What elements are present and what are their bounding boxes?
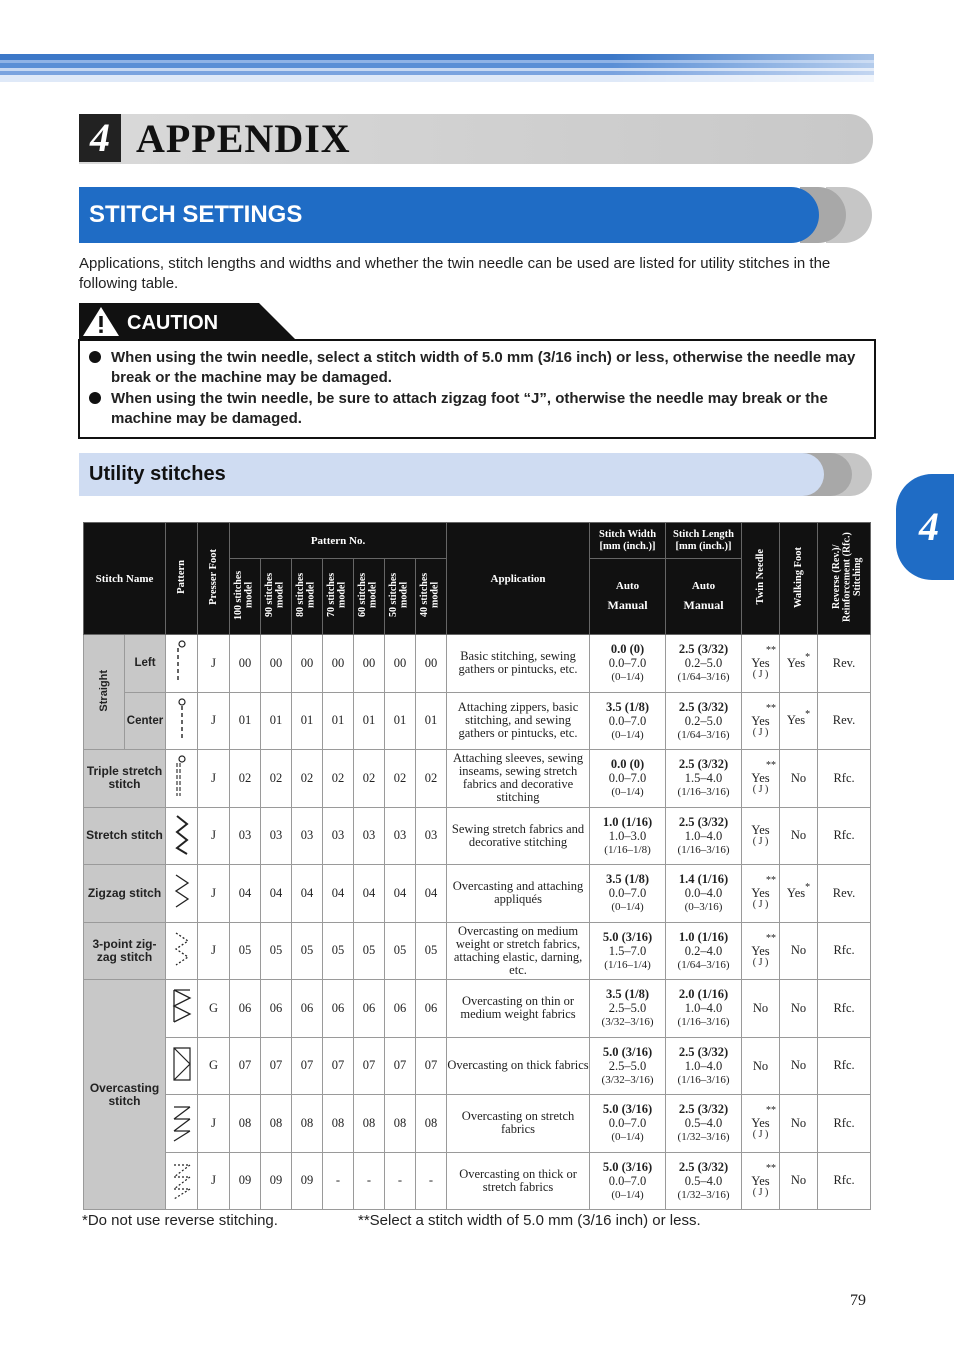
pattern-number: 04 xyxy=(230,865,261,923)
header-pattern-no: Pattern No. xyxy=(230,523,447,559)
pattern-number: 00 xyxy=(354,635,385,693)
pattern-number: - xyxy=(416,1152,447,1210)
walking-foot-cell: No xyxy=(780,980,818,1038)
pattern-number: 06 xyxy=(230,980,261,1038)
twin-needle-cell: ** Yes ( J ) xyxy=(742,692,780,750)
reverse-cell: Rfc. xyxy=(818,922,871,980)
header-model: 50 stitches model xyxy=(385,559,416,635)
walking-foot-cell: Yes* xyxy=(780,692,818,750)
pattern-number: 09 xyxy=(261,1152,292,1210)
straight-center-stitch-icon xyxy=(166,697,197,745)
table-row xyxy=(84,922,871,980)
pattern-number: 06 xyxy=(385,980,416,1038)
stitch-length-cell: 2.5 (3/32) 1.0–4.0 (1/16–3/16) xyxy=(666,1037,742,1095)
header-length-auto-manual: Auto Manual xyxy=(666,559,742,635)
stitch-name: Zigzag stitch xyxy=(84,865,166,923)
header-model: 90 stitches model xyxy=(261,559,292,635)
pattern-number: 02 xyxy=(354,750,385,808)
pattern-number: 03 xyxy=(292,807,323,865)
reverse-cell: Rfc. xyxy=(818,1152,871,1210)
pattern-cell xyxy=(166,807,198,865)
stitch-length-cell: 2.5 (3/32) 1.0–4.0 (1/16–3/16) xyxy=(666,807,742,865)
table-row xyxy=(84,750,871,808)
pattern-number: 05 xyxy=(385,922,416,980)
group-straight: Straight xyxy=(84,635,125,750)
header-stitch-name: Stitch Name xyxy=(84,523,166,635)
application-text: Basic stitching, sewing gathers or pintucks, etc. xyxy=(447,635,590,693)
header-model: 60 stitches model xyxy=(354,559,385,635)
pattern-cell xyxy=(166,635,198,693)
chapter-number: 4 xyxy=(79,114,121,162)
pattern-number: 07 xyxy=(261,1037,292,1095)
pattern-number: 05 xyxy=(292,922,323,980)
table-row xyxy=(84,635,871,693)
presser-foot: J xyxy=(198,1152,230,1210)
pattern-number: 09 xyxy=(292,1152,323,1210)
header-stitch-width: Stitch Width [mm (inch.)] xyxy=(590,523,666,559)
application-text: Attaching sleeves, sewing inseams, sewing stretch fabrics and decorative stitching xyxy=(447,750,590,808)
chapter-title: APPENDIX xyxy=(136,116,351,161)
stitch-length-cell: 2.5 (3/32) 1.5–4.0 (1/16–3/16) xyxy=(666,750,742,808)
application-text: Overcasting on thin or medium weight fabrics xyxy=(447,980,590,1038)
reverse-cell: Rfc. xyxy=(818,1095,871,1153)
pattern-number: 05 xyxy=(416,922,447,980)
stitch-width-cell: 0.0 (0) 0.0–7.0 (0–1/4) xyxy=(590,750,666,808)
stitch-length-cell: 2.5 (3/32) 0.2–5.0 (1/64–3/16) xyxy=(666,635,742,693)
twin-needle-cell: ** Yes ( J ) xyxy=(742,750,780,808)
table-row xyxy=(84,692,871,750)
pattern-number: 07 xyxy=(292,1037,323,1095)
presser-foot: J xyxy=(198,865,230,923)
pattern-cell xyxy=(166,750,198,808)
presser-foot: J xyxy=(198,807,230,865)
walking-foot-cell: No xyxy=(780,1037,818,1095)
pattern-number: 04 xyxy=(385,865,416,923)
pattern-cell xyxy=(166,1152,198,1210)
pattern-number: 05 xyxy=(261,922,292,980)
stitch-width-cell: 3.5 (1/8) 0.0–7.0 (0–1/4) xyxy=(590,865,666,923)
twin-needle-cell: ** Yes ( J ) xyxy=(742,1152,780,1210)
pattern-number: 02 xyxy=(261,750,292,808)
overcasting-stitch-09-icon xyxy=(166,1157,197,1205)
overcasting-stitch-06-icon xyxy=(166,984,197,1032)
header-width-auto-manual: Auto Manual xyxy=(590,559,666,635)
stitch-name: Stretch stitch xyxy=(84,807,166,865)
bullet-icon xyxy=(89,351,101,363)
stitch-width-cell: 5.0 (3/16) 0.0–7.0 (0–1/4) xyxy=(590,1152,666,1210)
header-model: 80 stitches model xyxy=(292,559,323,635)
pattern-number: 00 xyxy=(261,635,292,693)
pattern-number: 03 xyxy=(416,807,447,865)
pattern-number: 06 xyxy=(354,980,385,1038)
walking-foot-cell: No xyxy=(780,807,818,865)
pattern-number: 00 xyxy=(323,635,354,693)
stitch-length-cell: 2.5 (3/32) 0.2–5.0 (1/64–3/16) xyxy=(666,692,742,750)
walking-foot-cell: No xyxy=(780,922,818,980)
pattern-number: 02 xyxy=(385,750,416,808)
pattern-number: 00 xyxy=(416,635,447,693)
pattern-number: 01 xyxy=(323,692,354,750)
reverse-cell: Rev. xyxy=(818,865,871,923)
footnote-twin-needle: **Select a stitch width of 5.0 mm (3/16 inch) or less. xyxy=(358,1212,701,1229)
utility-stitch-table xyxy=(83,522,871,1210)
twin-needle-cell: ** Yes ( J ) xyxy=(742,1095,780,1153)
stitch-width-cell: 5.0 (3/16) 1.5–7.0 (1/16–1/4) xyxy=(590,922,666,980)
application-text: Attaching zippers, basic stitching, and sewing gathers or pintucks, etc. xyxy=(447,692,590,750)
straight-left-label: Left xyxy=(125,635,166,693)
pattern-cell xyxy=(166,1037,198,1095)
pattern-number: 04 xyxy=(354,865,385,923)
stitch-width-cell: 1.0 (1/16) 1.0–3.0 (1/16–1/8) xyxy=(590,807,666,865)
pattern-number: 08 xyxy=(230,1095,261,1153)
pattern-number: 03 xyxy=(354,807,385,865)
stitch-name: Triple stretch stitch xyxy=(84,750,166,808)
caution-label: CAUTION xyxy=(127,312,219,334)
header-stitch-length: Stitch Length [mm (inch.)] xyxy=(666,523,742,559)
pattern-number: 03 xyxy=(230,807,261,865)
header-walking-foot: Walking Foot xyxy=(780,523,818,635)
reverse-cell: Rfc. xyxy=(818,1037,871,1095)
page-number: 79 xyxy=(850,1292,866,1309)
pattern-number: - xyxy=(354,1152,385,1210)
presser-foot: G xyxy=(198,980,230,1038)
pattern-number: 01 xyxy=(354,692,385,750)
stitch-width-cell: 5.0 (3/16) 2.5–5.0 (3/32–3/16) xyxy=(590,1037,666,1095)
walking-foot-cell: No xyxy=(780,750,818,808)
pattern-number: 03 xyxy=(323,807,354,865)
pattern-number: 02 xyxy=(323,750,354,808)
pattern-number: 00 xyxy=(292,635,323,693)
stitch-length-cell: 2.0 (1/16) 1.0–4.0 (1/16–3/16) xyxy=(666,980,742,1038)
pattern-number: 05 xyxy=(323,922,354,980)
pattern-number: 04 xyxy=(292,865,323,923)
pattern-number: 07 xyxy=(230,1037,261,1095)
pattern-number: 02 xyxy=(292,750,323,808)
pattern-number: 01 xyxy=(292,692,323,750)
pattern-number: 08 xyxy=(261,1095,292,1153)
pattern-number: 09 xyxy=(230,1152,261,1210)
walking-foot-cell: Yes* xyxy=(780,865,818,923)
pattern-number: - xyxy=(385,1152,416,1210)
twin-needle-cell: Yes ( J ) xyxy=(742,807,780,865)
pattern-number: 07 xyxy=(354,1037,385,1095)
table-row xyxy=(84,1037,871,1095)
straight-center-label: Center xyxy=(125,692,166,750)
group-overcasting: Overcasting stitch xyxy=(84,980,166,1210)
reverse-cell: Rfc. xyxy=(818,750,871,808)
pattern-number: 02 xyxy=(230,750,261,808)
pattern-number: 08 xyxy=(354,1095,385,1153)
presser-foot: G xyxy=(198,1037,230,1095)
pattern-number: 06 xyxy=(323,980,354,1038)
reverse-cell: Rev. xyxy=(818,635,871,693)
stitch-width-cell: 3.5 (1/8) 2.5–5.0 (3/32–3/16) xyxy=(590,980,666,1038)
pattern-cell xyxy=(166,922,198,980)
application-text: Overcasting on stretch fabrics xyxy=(447,1095,590,1153)
caution-list xyxy=(89,348,859,430)
triple-stretch-stitch-icon xyxy=(166,754,197,802)
reverse-cell: Rfc. xyxy=(818,980,871,1038)
pattern-number: 00 xyxy=(385,635,416,693)
pattern-cell xyxy=(166,1095,198,1153)
bullet-icon xyxy=(89,392,101,404)
walking-foot-cell: No xyxy=(780,1152,818,1210)
table-row xyxy=(84,865,871,923)
pattern-number: 02 xyxy=(416,750,447,808)
pattern-number: 08 xyxy=(416,1095,447,1153)
stitch-length-cell: 2.5 (3/32) 0.5–4.0 (1/32–3/16) xyxy=(666,1095,742,1153)
stitch-length-cell: 2.5 (3/32) 0.5–4.0 (1/32–3/16) xyxy=(666,1152,742,1210)
walking-foot-cell: Yes* xyxy=(780,635,818,693)
caution-tab xyxy=(79,303,295,339)
header-pattern: Pattern xyxy=(166,523,198,635)
pattern-number: 04 xyxy=(261,865,292,923)
twin-needle-cell: ** Yes ( J ) xyxy=(742,635,780,693)
application-text: Overcasting on thick fabrics xyxy=(447,1037,590,1095)
presser-foot: J xyxy=(198,922,230,980)
walking-foot-cell: No xyxy=(780,1095,818,1153)
footnote-reverse: *Do not use reverse stitching. xyxy=(82,1212,278,1229)
application-text: Overcasting on medium weight or stretch fabrics, attaching elastic, darning, etc. xyxy=(447,922,590,980)
pattern-number: 00 xyxy=(230,635,261,693)
application-text: Overcasting and attaching appliqués xyxy=(447,865,590,923)
pattern-number: 01 xyxy=(261,692,292,750)
header-reverse: Reverse (Rev.)/ Reinforcement (Rfc.) Stitching xyxy=(818,523,871,635)
pattern-number: 08 xyxy=(323,1095,354,1153)
application-text: Sewing stretch fabrics and decorative stitching xyxy=(447,807,590,865)
pattern-number: 01 xyxy=(385,692,416,750)
pattern-number: 03 xyxy=(261,807,292,865)
reverse-cell: Rfc. xyxy=(818,807,871,865)
zigzag-stitch-icon xyxy=(166,869,197,917)
pattern-number: - xyxy=(323,1152,354,1210)
stitch-name: 3-point zig-zag stitch xyxy=(84,922,166,980)
twin-needle-cell: ** Yes ( J ) xyxy=(742,865,780,923)
header-model: 40 stitches model xyxy=(416,559,447,635)
pattern-number: 04 xyxy=(416,865,447,923)
subsection-title: Utility stitches xyxy=(89,463,226,485)
pattern-number: 03 xyxy=(385,807,416,865)
stitch-length-cell: 1.0 (1/16) 0.2–4.0 (1/64–3/16) xyxy=(666,922,742,980)
header-model: 100 stitches model xyxy=(230,559,261,635)
reverse-cell: Rev. xyxy=(818,692,871,750)
pattern-number: 05 xyxy=(354,922,385,980)
pattern-number: 04 xyxy=(323,865,354,923)
overcasting-stitch-07-icon xyxy=(166,1042,197,1090)
intro-paragraph: Applications, stitch lengths and widths and whether the twin needle can be used are listed for utility stitches in the following table. xyxy=(79,255,831,292)
presser-foot: J xyxy=(198,1095,230,1153)
application-text: Overcasting on thick or stretch fabrics xyxy=(447,1152,590,1210)
pattern-number: 08 xyxy=(385,1095,416,1153)
pattern-number: 08 xyxy=(292,1095,323,1153)
presser-foot: J xyxy=(198,750,230,808)
top-decorative-stripe xyxy=(0,54,874,82)
pattern-number: 06 xyxy=(416,980,447,1038)
twin-needle-cell: No xyxy=(742,1037,780,1095)
stitch-length-cell: 1.4 (1/16) 0.0–4.0 (0–3/16) xyxy=(666,865,742,923)
pattern-number: 01 xyxy=(230,692,261,750)
three-point-zigzag-icon xyxy=(166,927,197,975)
pattern-cell xyxy=(166,865,198,923)
table-row xyxy=(84,807,871,865)
pattern-cell xyxy=(166,980,198,1038)
header-application: Application xyxy=(447,523,590,635)
twin-needle-cell: ** Yes ( J ) xyxy=(742,922,780,980)
pattern-number: 07 xyxy=(323,1037,354,1095)
caution-item: When using the twin needle, be sure to attach zigzag foot “J”, otherwise the needle may break or the machine may be damaged. xyxy=(89,389,859,429)
table-row xyxy=(84,1095,871,1153)
caution-item: When using the twin needle, select a stitch width of 5.0 mm (3/16 inch) or less, otherwise the needle may break or the machine may be damaged. xyxy=(89,348,859,388)
pattern-number: 01 xyxy=(416,692,447,750)
pattern-number: 07 xyxy=(416,1037,447,1095)
header-twin-needle: Twin Needle xyxy=(742,523,780,635)
pattern-number: 07 xyxy=(385,1037,416,1095)
pattern-number: 06 xyxy=(261,980,292,1038)
header-model: 70 stitches model xyxy=(323,559,354,635)
table-row xyxy=(84,1152,871,1210)
side-tab-number: 4 xyxy=(919,504,939,549)
overcasting-stitch-08-icon xyxy=(166,1099,197,1147)
straight-left-stitch-icon xyxy=(166,639,197,687)
stitch-width-cell: 3.5 (1/8) 0.0–7.0 (0–1/4) xyxy=(590,692,666,750)
stretch-stitch-icon xyxy=(166,812,197,860)
stitch-width-cell: 5.0 (3/16) 0.0–7.0 (0–1/4) xyxy=(590,1095,666,1153)
stitch-width-cell: 0.0 (0) 0.0–7.0 (0–1/4) xyxy=(590,635,666,693)
table-row xyxy=(84,980,871,1038)
pattern-number: 05 xyxy=(230,922,261,980)
section-title: STITCH SETTINGS xyxy=(89,201,303,228)
pattern-number: 06 xyxy=(292,980,323,1038)
presser-foot: J xyxy=(198,635,230,693)
pattern-cell xyxy=(166,692,198,750)
table-body xyxy=(84,635,871,1210)
twin-needle-cell: No xyxy=(742,980,780,1038)
presser-foot: J xyxy=(198,692,230,750)
header-presser-foot: Presser Foot xyxy=(198,523,230,635)
